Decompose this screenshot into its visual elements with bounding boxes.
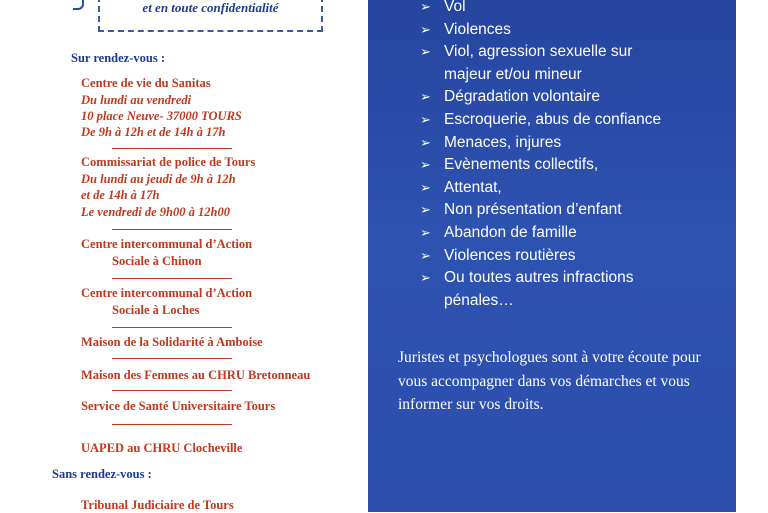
heading-appointment: Sur rendez-vous : — [71, 51, 165, 65]
amboise: Maison de la Solidarité à Amboise — [81, 335, 263, 349]
arrow-bullet-icon: ➢ — [420, 179, 431, 195]
arrow-bullet-icon: ➢ — [420, 111, 431, 127]
tribunal: Tribunal Judiciaire de Tours — [81, 498, 234, 512]
arrow-bullet-icon: ➢ — [420, 44, 431, 60]
separator — [112, 424, 232, 425]
decorative-mark — [73, 0, 84, 10]
arrow-bullet-icon: ➢ — [420, 224, 431, 240]
list-item: ➢ Dégradation volontaire — [418, 86, 661, 109]
police-hours-2: et de 14h à 17h — [81, 188, 160, 202]
list-item-continuation: pénales… — [444, 291, 514, 309]
sanitas-address: 10 place Neuve- 37000 TOURS — [81, 109, 242, 123]
list-item: ➢ Ou toutes autres infractions — [418, 267, 661, 290]
left-column — [0, 0, 370, 512]
police-hours-1: Du lundi au jeudi de 9h à 12h — [81, 172, 236, 186]
confidential-note: et en toute confidentialité — [142, 0, 279, 15]
separator — [112, 229, 232, 230]
list-item: ➢ Abandon de famille — [418, 222, 661, 245]
infractions-list — [418, 0, 661, 312]
police-hours-3: Le vendredi de 9h00 à 12h00 — [81, 205, 230, 219]
separator — [112, 358, 232, 359]
arrow-bullet-icon: ➢ — [420, 0, 431, 14]
arrow-bullet-icon: ➢ — [420, 270, 431, 286]
sanitas-name: Centre de vie du Sanitas — [81, 76, 211, 90]
heading-no-appointment: Sans rendez-vous : — [52, 467, 152, 481]
arrow-bullet-icon: ➢ — [420, 202, 431, 218]
arrow-bullet-icon: ➢ — [420, 247, 431, 263]
separator — [112, 390, 232, 391]
maison-femmes: Maison des Femmes au CHRU Bretonneau — [81, 368, 311, 382]
chinon-line-2: Sociale à Chinon — [112, 254, 202, 268]
list-item: ➢ Non présentation d’enfant — [418, 199, 661, 222]
list-item-continuation: majeur et/ou mineur — [444, 65, 582, 83]
list-item: ➢ Violences — [418, 19, 661, 42]
sanitas-days: Du lundi au vendredi — [81, 93, 192, 107]
chinon-line-1: Centre intercommunal d’Action — [81, 237, 253, 251]
support-paragraph: Juristes et psychologues sont à votre écoute pour vous accompagner dans vos démarches et vous informer sur vos droits. — [398, 349, 701, 413]
arrow-bullet-icon: ➢ — [420, 157, 431, 173]
list-item: ➢ Evènements collectifs, — [418, 154, 661, 177]
arrow-bullet-icon: ➢ — [420, 134, 431, 150]
separator — [112, 278, 232, 279]
sante-universitaire: Service de Santé Universitaire Tours — [81, 399, 276, 413]
list-item: ➢ Viol, agression sexuelle sur — [418, 41, 661, 64]
loches-line-2: Sociale à Loches — [112, 303, 200, 317]
sanitas-hours: De 9h à 12h et de 14h à 17h — [81, 125, 226, 139]
infractions-panel — [368, 0, 736, 512]
arrow-bullet-icon: ➢ — [420, 89, 431, 105]
list-item: ➢ Escroquerie, abus de confiance — [418, 109, 661, 132]
confidential-box — [98, 0, 323, 32]
list-item: ➢ Attentat, — [418, 177, 661, 200]
list-item: ➢ Menaces, injures — [418, 132, 661, 155]
separator — [112, 327, 232, 328]
arrow-bullet-icon: ➢ — [420, 21, 431, 37]
separator — [112, 148, 232, 149]
police-name: Commissariat de police de Tours — [81, 155, 256, 169]
list-item: ➢ Violences routières — [418, 245, 661, 268]
uaped: UAPED au CHRU Clocheville — [81, 441, 243, 455]
loches-line-1: Centre intercommunal d’Action — [81, 286, 253, 300]
list-item: ➢ Vol — [418, 0, 661, 19]
